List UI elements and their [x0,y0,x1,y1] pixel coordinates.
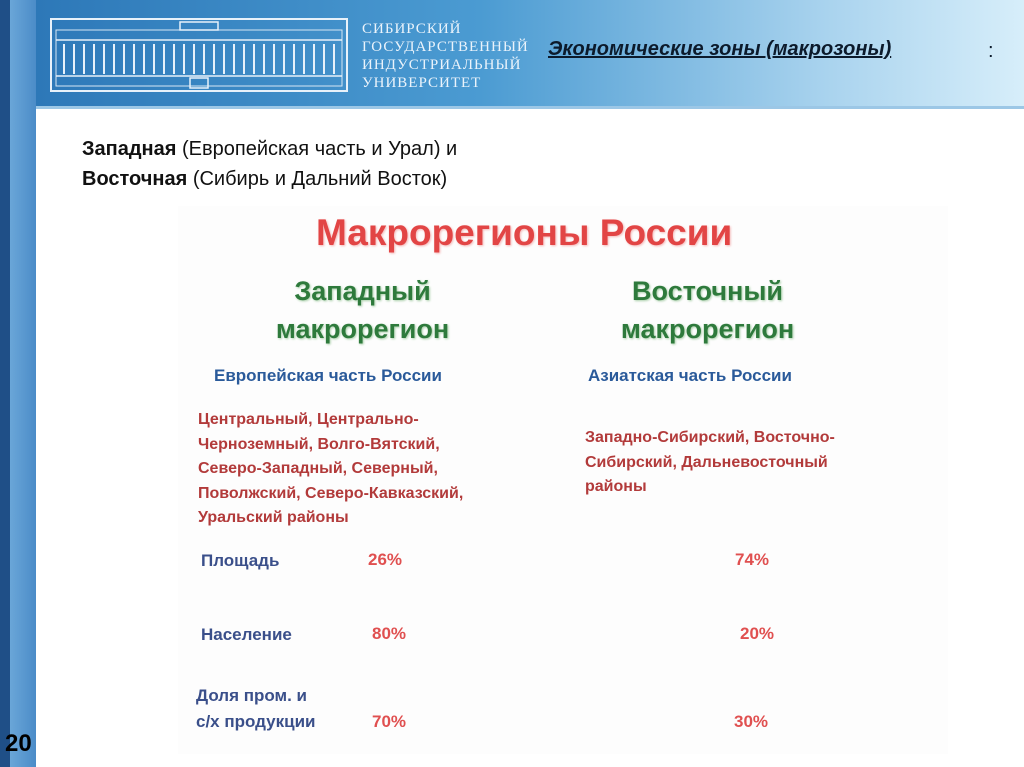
row-label-area [201,548,279,574]
west-heading-line: Западный [294,276,431,306]
west-population-value: 80% [372,624,407,643]
university-name-line: СИБИРСКИЙ [362,21,462,37]
zone-west-detail: (Европейская часть и Урал) и [176,138,458,160]
row-label-population [201,622,292,648]
west-heading-line: макрорегион [275,314,450,344]
west-heading [240,272,485,348]
university-building-logo [50,18,348,92]
zone-east-line [82,164,457,194]
zone-east-detail: (Сибирь и Дальний Восток) [187,168,448,190]
west-region-line: Центральный, Центрально- [198,411,419,428]
row-label-line: Площадь [201,551,280,570]
row-label-line: с/х продукции [196,712,316,731]
west-region-line: Уральский районы [198,509,349,526]
west-regions [198,408,463,531]
figure-title: Макрорегионы России [316,212,733,253]
row-label-production-share [196,683,315,735]
west-area-value: 26% [368,550,403,569]
east-population-value: 20% [740,624,775,643]
page-number: 20 [5,730,32,757]
slide-title-colon: : [988,40,994,62]
east-heading-line: макрорегион [620,314,795,344]
west-region-line: Поволжский, Северо-Кавказский, [198,484,464,502]
slide-title: Экономические зоны (макрозоны) [548,38,892,60]
west-region-line: Черноземный, Волго-Вятский, [198,435,440,453]
west-region-line: Северо-Западный, Северный, [198,460,438,477]
west-production-value: 70% [372,712,407,731]
west-part: Европейская часть России [214,366,442,385]
zone-west-name: Западная [82,138,177,160]
left-stripe-light [10,0,36,767]
east-production-value: 30% [734,712,769,731]
university-name-line: ИНДУСТРИАЛЬНЫЙ [362,57,522,73]
university-name-line: УНИВЕРСИТЕТ [362,75,482,91]
east-region-line: Западно-Сибирский, Восточно- [585,429,835,446]
east-regions [585,426,835,500]
east-region-line: Сибирский, Дальневосточный [585,453,828,471]
zone-west-line [82,134,457,164]
header-divider [36,106,1024,109]
east-area-value: 74% [735,550,770,569]
university-name-line: ГОСУДАРСТВЕННЫЙ [362,39,529,55]
row-label-line: Население [201,625,292,644]
east-part: Азиатская часть России [588,366,792,385]
left-stripe-dark [0,0,10,767]
university-name [362,20,529,92]
east-heading [585,272,830,348]
zones-description [82,134,457,194]
row-label-line: Доля пром. и [196,686,308,705]
zone-east-name: Восточная [82,168,188,190]
east-heading-line: Восточный [632,276,783,306]
east-region-line: районы [585,478,647,495]
